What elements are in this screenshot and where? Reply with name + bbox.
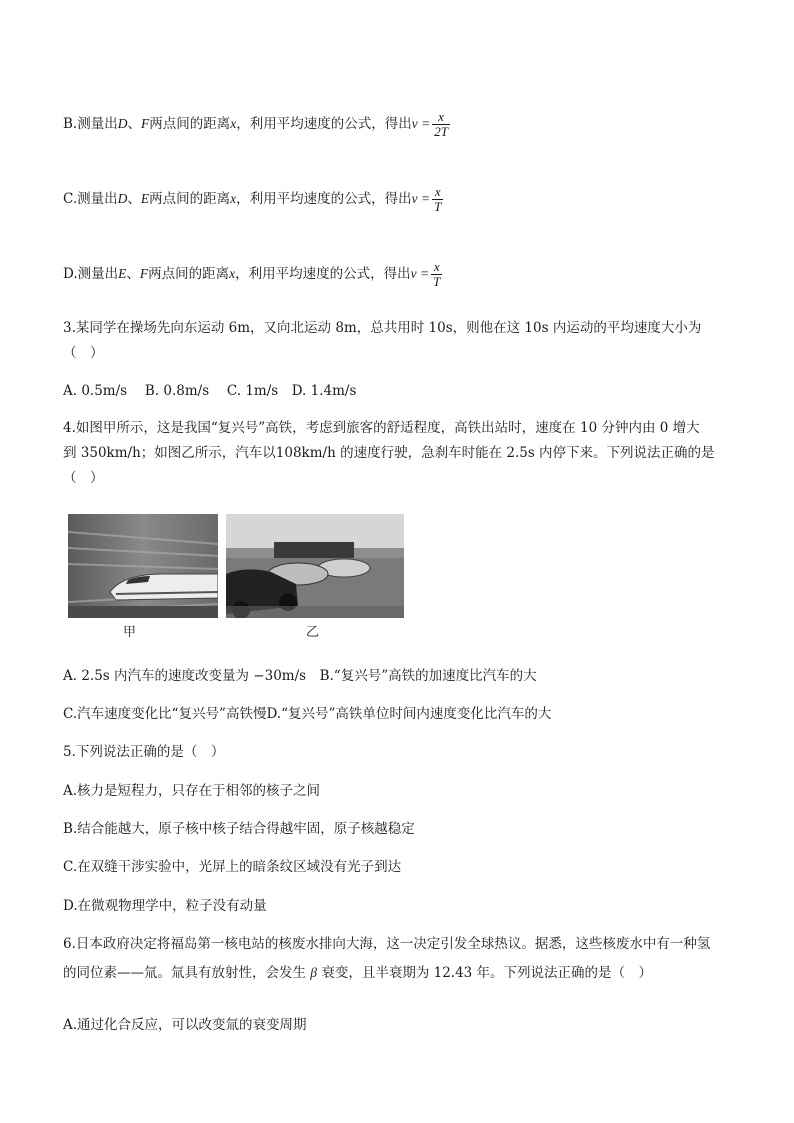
option-text: ，利用平均速度的公式，得出: [235, 266, 411, 282]
fraction-numerator: x: [433, 259, 440, 274]
variable: x: [229, 266, 236, 281]
formula-lhs: v =: [411, 191, 431, 206]
q6-stem-line2: [63, 963, 652, 983]
point-label: D: [117, 116, 128, 131]
option-text: ，利用平均速度的公式，得出: [236, 116, 412, 132]
point-label: E: [140, 191, 150, 206]
q2-option-b: [63, 110, 450, 139]
beta-symbol: β: [310, 965, 318, 980]
q2-option-d: [63, 260, 442, 289]
q5-option-b: B.结合能越大，原子核中核子结合得越牢固，原子核越稳定: [63, 821, 415, 837]
q5-option-a: A.核力是短程力，只存在于相邻的核子之间: [63, 783, 321, 799]
separator: 、: [127, 116, 141, 132]
cars-photo: [226, 514, 404, 618]
variable: x: [230, 191, 237, 206]
option-text: 两点间的距离: [149, 116, 231, 132]
stem-text: 衰变，且半衰期为 12.43 年。下列说法正确的是（ ）: [317, 965, 653, 981]
q6-stem-line1: 6.日本政府决定将福岛第一核电站的核废水排向大海，这一决定引发全球热议。据悉，这些核废水中有一种氢: [63, 936, 711, 952]
bullet-train-photo: [68, 514, 218, 618]
q5-stem: 5.下列说法正确的是（ ）: [63, 744, 225, 760]
formula-lhs: v =: [411, 116, 431, 131]
point-label: D: [117, 191, 128, 206]
stem-text: 的同位素——氚。氚具有放射性，会发生: [63, 965, 311, 981]
option-text: 两点间的距离: [148, 266, 230, 282]
q4-options-ab: A. 2.5s 内汽车的速度改变量为 −30m/s B.“复兴号”高铁的加速度比汽车的大: [63, 668, 537, 684]
option-text: B.测量出: [63, 116, 118, 132]
q5-option-d: D.在微观物理学中，粒子没有动量: [63, 898, 267, 914]
variable: x: [230, 116, 237, 131]
caption-yi: 乙: [306, 625, 320, 640]
q5-option-c: C.在双缝干涉实验中，光屏上的暗条纹区域没有光子到达: [63, 859, 402, 875]
bullet-train-illustration: [68, 514, 218, 618]
q2-option-c: [63, 185, 443, 214]
q3-stem-line2: （ ）: [63, 345, 104, 361]
point-label: F: [140, 116, 150, 131]
q4-stem-line3: （ ）: [63, 470, 104, 486]
formula-fraction: [432, 110, 450, 139]
option-text: 两点间的距离: [149, 191, 231, 207]
cars-illustration: [226, 514, 404, 618]
fraction-numerator: x: [438, 109, 444, 124]
separator: 、: [127, 191, 141, 207]
point-label: E: [118, 266, 127, 281]
q3-stem-line1: 3.某同学在操场先向东运动 6m，又向北运动 8m，总共用时 10s，则他在这 10s 内运动的平均速度大小为: [63, 320, 702, 336]
q4-options-cd: C.汽车速度变化比“复兴号”高铁慢D.“复兴号”高铁单位时间内速度变化比汽车的大: [63, 706, 552, 722]
point-label: F: [139, 266, 149, 281]
fraction-denominator: T: [433, 274, 441, 289]
separator: 、: [126, 266, 140, 282]
fraction-denominator: T: [434, 199, 442, 214]
q4-stem-line2: 到 350km/h；如图乙所示，汽车以108km/h 的速度行驶，急刹车时能在 2.5s 内停下来。下列说法正确的是: [63, 445, 715, 461]
fraction-numerator: x: [434, 184, 441, 199]
option-text: C.测量出: [63, 191, 118, 207]
formula-fraction: [432, 185, 443, 214]
q6-option-a: A.通过化合反应，可以改变氚的衰变周期: [63, 1017, 307, 1033]
q4-stem-line1: 4.如图甲所示，这是我国“复兴号”高铁，考虑到旅客的舒适程度，高铁出站时，速度在 10 分钟内由 0 增大: [63, 420, 700, 436]
formula-lhs: v =: [410, 266, 430, 281]
option-text: D.测量出: [63, 266, 119, 282]
fraction-denominator: 2T: [434, 124, 448, 139]
q3-options: A. 0.5m/s B. 0.8m/s C. 1m/s D. 1.4m/s: [63, 383, 357, 399]
option-text: ，利用平均速度的公式，得出: [236, 191, 412, 207]
formula-fraction: [431, 260, 442, 289]
caption-jia: 甲: [123, 625, 137, 640]
